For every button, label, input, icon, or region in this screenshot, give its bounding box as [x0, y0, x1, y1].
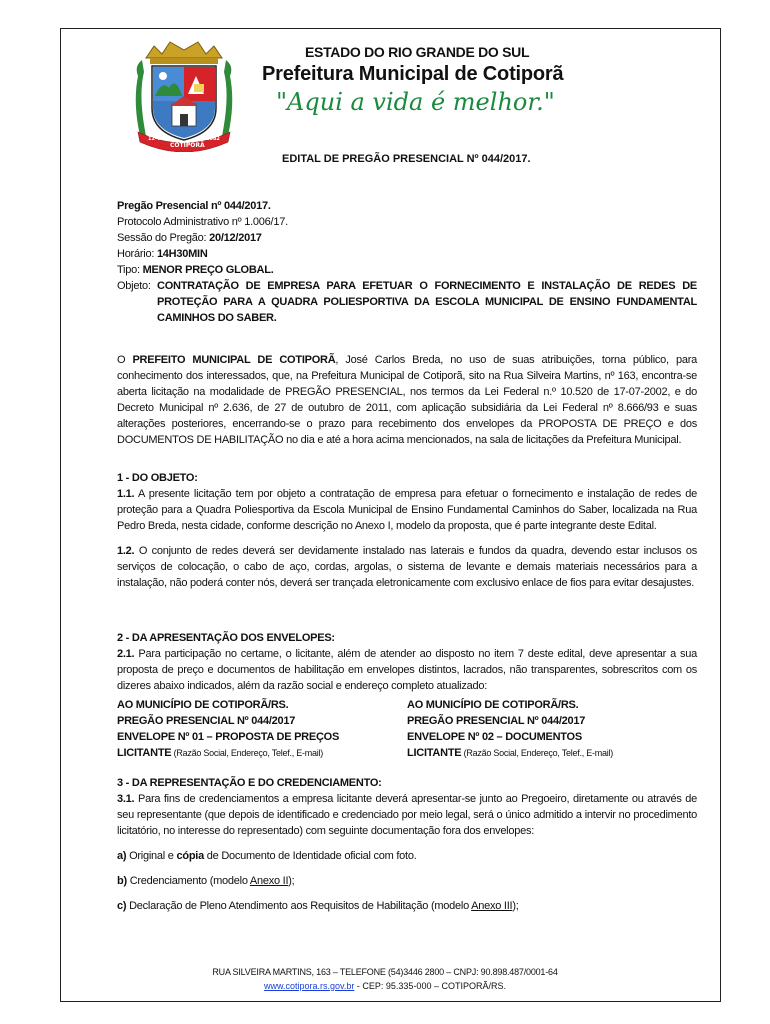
- info-protocolo: Protocolo Administrativo nº 1.006/17.: [117, 216, 288, 228]
- item-a-bold: cópia: [176, 850, 204, 862]
- env-left-l3: ENVELOPE Nº 01 – PROPOSTA DE PREÇOS: [117, 731, 340, 743]
- section-1-title: 1 - DO OBJETO:: [117, 472, 198, 484]
- tipo-value: MENOR PREÇO GLOBAL.: [142, 264, 274, 276]
- env-right-l2: PREGÃO PRESENCIAL Nº 044/2017: [407, 715, 586, 727]
- env-right-l4-small: (Razão Social, Endereço, Telef., E-mail): [461, 748, 614, 758]
- section-2: [117, 630, 697, 694]
- state-heading: ESTADO DO RIO GRANDE DO SUL: [305, 44, 530, 60]
- website-link[interactable]: www.cotipora.rs.gov.br: [264, 981, 355, 991]
- section-1-2: [117, 543, 697, 591]
- item-a-pre: Original e: [126, 850, 177, 862]
- item-a: [117, 848, 697, 864]
- item-a-label: a): [117, 850, 127, 862]
- horario-value: 14H30MIN: [156, 248, 208, 260]
- svg-text:1982: 1982: [206, 136, 220, 142]
- env-right-l4: LICITANTE: [407, 747, 462, 759]
- intro-paragraph: [117, 352, 697, 448]
- edital-title: EDITAL DE PREGÃO PRESENCIAL Nº 044/2017.: [282, 153, 531, 165]
- item-c-post: );: [512, 900, 519, 912]
- info-block: [117, 198, 697, 326]
- sessao-label: Sessão do Pregão:: [117, 232, 210, 244]
- item-c-pre: Declaração de Pleno Atendimento aos Requisitos de Habilitação (modelo: [126, 900, 472, 912]
- objeto-label: Objeto:: [117, 280, 151, 292]
- envelope-left: [117, 697, 407, 761]
- env-left-l4: LICITANTE: [117, 747, 172, 759]
- s2-p1-text: Para participação no certame, o licitante, além de atender ao disposto no item 7 deste edital, deve apresentar a sua proposta de preço e documentos de habilitação em envelopes distintos, lacrados, não transparentes, sobrescritos com os dizeres abaixo indicados, além da razão social e endereço completo atualizado:: [117, 648, 697, 692]
- envelope-right: [407, 697, 697, 761]
- section-2-1: [117, 646, 697, 694]
- anexo-iii-link[interactable]: Anexo III: [471, 900, 513, 912]
- footer-site-line: [0, 981, 770, 991]
- anexo-ii-link[interactable]: Anexo II: [249, 875, 289, 887]
- intro-lead: O: [117, 354, 133, 366]
- item-b-pre: Credenciamento (modelo: [126, 875, 250, 887]
- objeto-value: CONTRATAÇÃO DE EMPRESA PARA EFETUAR O FORNECIMENTO E INSTALAÇÃO DE REDES DE PROTEÇÃO PARA A QUADRA POLIESPORTIVA DA ESCOLA MUNICIPAL DE ENSINO FUNDAMENTAL CAMINHOS DO SABER.: [157, 280, 697, 324]
- s1-p1-text: A presente licitação tem por objeto a contratação de empresa para efetuar o fornecimento e instalação de redes de proteção para a Quadra Poliesportiva da Escola Municipal de Ensino Fundamental Caminhos do Saber, localizada na Rua Pedro Breda, nesta cidade, conforme descrição no Anexo I, modelo da proposta, que é parte integrante deste Edital.: [117, 488, 697, 532]
- section-3: [117, 775, 697, 914]
- intro-bold: PREFEITO MUNICIPAL DE COTIPORÃ: [132, 354, 336, 366]
- env-left-l4-small: (Razão Social, Endereço, Telef., E-mail): [171, 748, 324, 758]
- s2-p1-num: 2.1.: [117, 648, 135, 660]
- section-2-title: 2 - DA APRESENTAÇÃO DOS ENVELOPES:: [117, 632, 335, 644]
- item-c: [117, 898, 697, 914]
- item-c-label: c): [117, 900, 127, 912]
- s1-p2-num: 1.2.: [117, 545, 135, 557]
- env-left-l1: AO MUNICÍPIO DE COTIPORÃ/RS.: [117, 699, 289, 711]
- s1-p2-text: O conjunto de redes deverá ser devidamente instalado nas laterais e fundos da quadra, devendo estar inclusos os serviços de colocação, o cabo de aço, cordas, argolas, o sistema de levante e demais materiais necessários para a instalação, não poderá conter nós, deverá ser trançada eletronicamente com exclusivo enlace de fios para evitar desajustes.: [117, 545, 697, 589]
- svg-text:COTIPORÃ: COTIPORÃ: [170, 142, 205, 149]
- footer-address: RUA SILVEIRA MARTINS, 163 – TELEFONE (54)3446 2800 – CNPJ: 90.898.487/0001-64: [212, 967, 558, 977]
- section-3-1: [117, 791, 697, 839]
- info-tipo: [117, 262, 697, 278]
- s3-p1-text: Para fins de credenciamentos a empresa licitante deverá apresentar-se junto ao Pregoeiro, diretamente ou através de seu representante (que depois de identificado e credenciado por meio legal, será o único admitido a intervir no procedimento licitatório, no interesse do representado) com seguinte documentação fora dos envelopes:: [117, 793, 697, 837]
- env-right-l3: ENVELOPE Nº 02 – DOCUMENTOS: [407, 731, 582, 743]
- item-b: [117, 873, 697, 889]
- horario-label: Horário:: [117, 248, 157, 260]
- section-3-title: 3 - DA REPRESENTAÇÃO E DO CREDENCIAMENTO:: [117, 777, 382, 789]
- svg-text:12-05: 12-05: [148, 136, 164, 142]
- info-pregao: Pregão Presencial nº 044/2017.: [117, 200, 271, 212]
- env-left-l2: PREGÃO PRESENCIAL Nº 044/2017: [117, 715, 296, 727]
- prefeitura-heading: Prefeitura Municipal de Cotiporã: [262, 63, 564, 85]
- item-a-post: de Documento de Identidade oficial com foto.: [203, 850, 417, 862]
- motto: "Aqui a vida é melhor.": [276, 88, 555, 116]
- s1-p1-num: 1.1.: [117, 488, 135, 500]
- footer-cep: - CEP: 95.335-000 – COTIPORÃ/RS.: [354, 981, 506, 991]
- env-right-l1: AO MUNICÍPIO DE COTIPORÃ/RS.: [407, 699, 579, 711]
- municipal-crest-icon: [128, 36, 240, 152]
- info-objeto: [117, 278, 697, 326]
- envelope-columns: [117, 697, 697, 761]
- item-b-label: b): [117, 875, 127, 887]
- section-1: [117, 470, 697, 591]
- section-1-1: [117, 486, 697, 534]
- s3-p1-num: 3.1.: [117, 793, 135, 805]
- info-horario: [117, 246, 697, 262]
- info-sessao: [117, 230, 697, 246]
- sessao-value: 20/12/2017: [209, 232, 262, 244]
- item-b-post: );: [288, 875, 295, 887]
- tipo-label: Tipo:: [117, 264, 143, 276]
- intro-rest: , José Carlos Breda, no uso de suas atribuições, torna público, para conhecimento dos interessados, que, na Prefeitura Municipal de Cotiporã, sito na Rua Silveira Martins, nº 163, encontra-se aberta licitação na modalidade de PREGÃO PRESENCIAL, nos termos da Lei Federal n.º 10.520 de 17-07-2002, e do Decreto Municipal nº 2.636, de 27 de outubro de 2011, com aplicação subsidiária da Lei Federal nº 8.666/93 e suas alterações posteriores, encerrando-se o prazo para recebimento dos envelopes da PROPOSTA DE PREÇO e dos DOCUMENTOS DE HABILITAÇÃO no dia e até a hora acima mencionados, na sala de licitações da Prefeitura Municipal.: [117, 354, 697, 446]
